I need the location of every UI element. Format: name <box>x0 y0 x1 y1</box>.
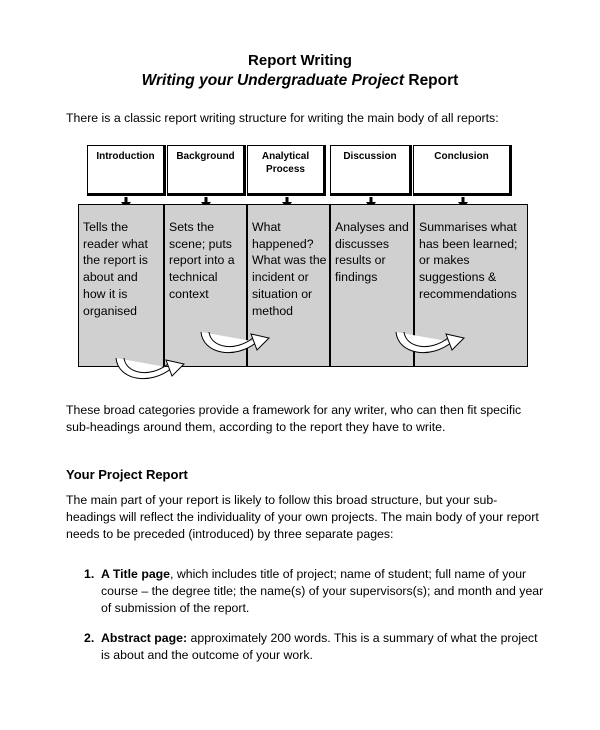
curved-arrow-icon <box>195 326 275 362</box>
header-conclusion: Conclusion <box>413 145 512 196</box>
header-discussion: Discussion <box>330 145 412 196</box>
framework-paragraph: These broad categories provide a framework for any writer, who can then fit specific sub-headings around them, according to the report they have to write. <box>66 403 522 434</box>
list-item-text: approximately 200 words. This is a summary of what the project is about and the outcome of your work. <box>101 631 538 662</box>
intro-paragraph: There is a classic report writing structure for writing the main body of all reports: <box>66 111 499 125</box>
header-background: Background <box>167 145 246 196</box>
page-title: Report Writing <box>248 52 352 69</box>
description-analytical-process: What happened? What was the incident or situation or method <box>247 204 330 367</box>
curved-arrow-icon <box>110 352 190 388</box>
list-item <box>84 630 544 664</box>
description-introduction: Tells the reader what the report is about and how it is organised <box>78 204 164 367</box>
description-discussion: Analyses and discusses results or findings <box>330 204 414 367</box>
description-background: Sets the scene; puts report into a technical context <box>164 204 247 367</box>
section-heading: Your Project Report <box>66 467 188 482</box>
list-item-text: , which includes title of project; name of student; full name of your course – the degree title; the name(s) of your supervisors(s); and month and year of submission of the report. <box>101 567 544 615</box>
header-analytical-process: Analytical Process <box>247 145 326 196</box>
section-paragraph: The main part of your report is likely to follow this broad structure, but your sub-headings will reflect the individuality of your own projects. The main body of your report needs to be preceded (introduced) by three separate pages: <box>66 493 539 541</box>
header-introduction: Introduction <box>87 145 166 196</box>
list-number: 2. <box>84 631 95 645</box>
list-number: 1. <box>84 567 95 581</box>
curved-arrow-icon <box>390 326 470 362</box>
description-conclusion: Summarises what has been learned; or makes suggestions & recommendations <box>414 204 528 367</box>
list-item-bold: A Title page <box>101 567 171 581</box>
list-item <box>84 566 544 617</box>
subtitle-plain: Report <box>404 72 459 89</box>
subtitle-italic: Writing your Undergraduate Project <box>141 72 405 89</box>
list-item-bold: Abstract page: <box>101 631 188 645</box>
